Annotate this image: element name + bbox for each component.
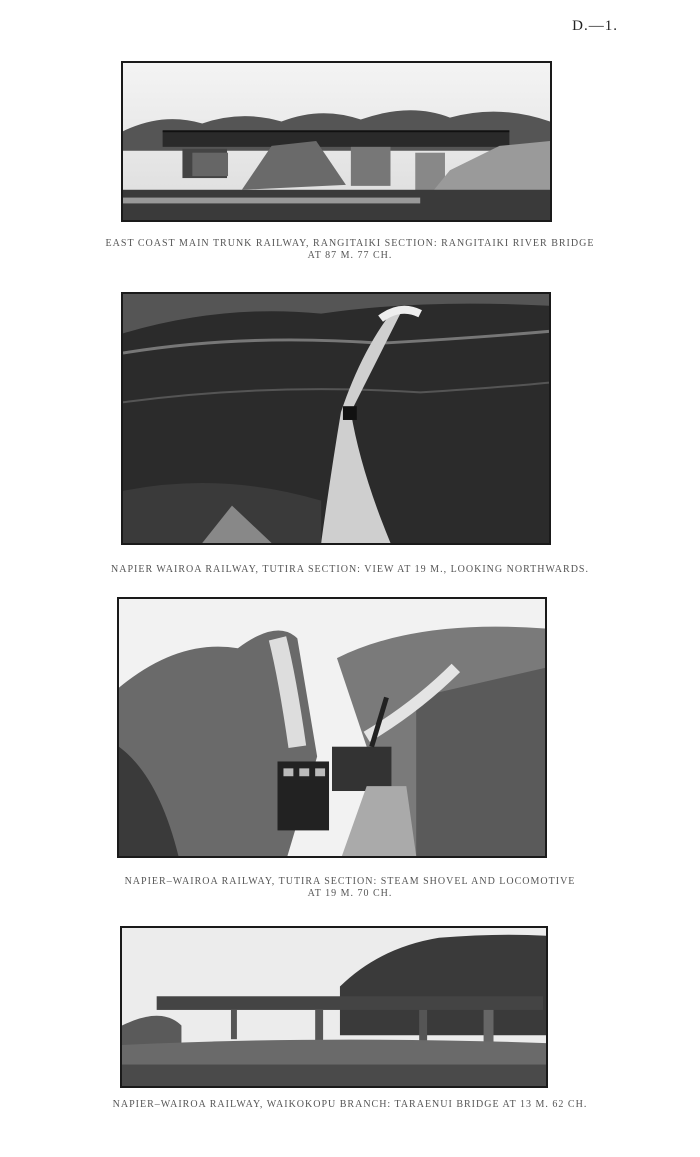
photo-tutira-view: [121, 292, 551, 545]
caption-2-line-1: NAPIER WAIROA RAILWAY, TUTIRA SECTION: VIEW AT 19 M., LOOKING NORTHWARDS.: [111, 564, 589, 575]
photo-steam-shovel: [117, 597, 547, 858]
caption-4-line-1: NAPIER–WAIROA RAILWAY, WAIKOKOPU BRANCH: TARAENUI BRIDGE AT 13 M. 62 CH.: [112, 1099, 588, 1110]
caption-3: [0, 876, 700, 900]
photo-rangitaiki-bridge: [121, 61, 552, 222]
caption-1-line-1: EAST COAST MAIN TRUNK RAILWAY, RANGITAIKI SECTION: RANGITAIKI RIVER BRIDGE: [105, 238, 595, 249]
caption-1-line-2: AT 87 M. 77 CH.: [307, 250, 393, 261]
caption-3-line-1: NAPIER–WAIROA RAILWAY, TUTIRA SECTION: STEAM SHOVEL AND LOCOMOTIVE: [124, 876, 576, 887]
caption-2: [0, 564, 700, 576]
page-ref: D.—1.: [572, 18, 618, 34]
caption-3-line-2: AT 19 M. 70 CH.: [307, 888, 393, 899]
caption-4: [0, 1099, 700, 1111]
caption-1: [0, 238, 700, 262]
photo-taraenui-bridge: [120, 926, 548, 1088]
